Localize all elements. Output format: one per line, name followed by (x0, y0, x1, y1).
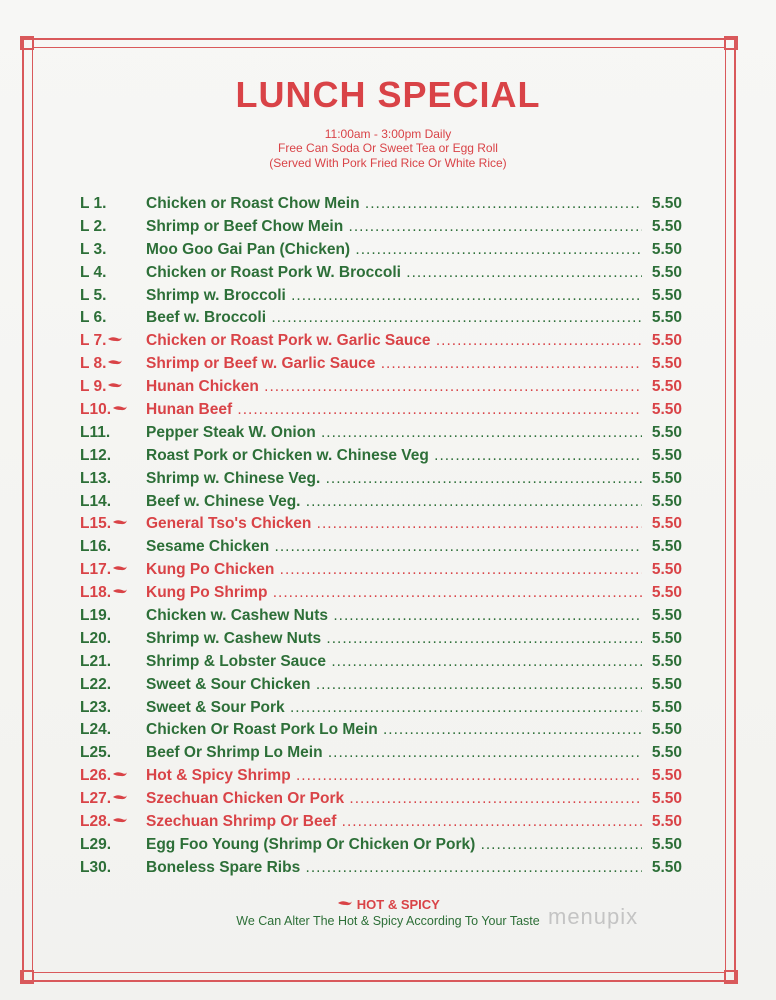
item-code (80, 330, 146, 352)
item-name: Sweet & Sour Pork ..... (146, 697, 642, 719)
item-name: Shrimp w. Chinese Veg. ..... (146, 468, 642, 490)
menu-item (80, 307, 682, 330)
corner-ornament (20, 36, 34, 50)
item-name: Moo Goo Gai Pan (Chicken) ..... (146, 239, 642, 261)
item-name: Chicken w. Cashew Nuts ..... (146, 605, 642, 627)
item-name: General Tso's Chicken ..... (146, 513, 642, 535)
item-name: Beef w. Broccoli ..... (146, 307, 642, 329)
hot-pepper-icon (112, 404, 128, 412)
item-price: 5.50 (651, 515, 682, 533)
item-name: Beef w. Chinese Veg. ..... (146, 491, 642, 513)
item-code (80, 719, 146, 741)
item-code (80, 422, 146, 444)
item-name: Kung Po Chicken ..... (146, 559, 642, 581)
item-name: Chicken or Roast Pork w. Garlic Sauce ..... (146, 330, 642, 352)
hot-pepper-icon (112, 816, 128, 824)
item-price: 5.50 (651, 240, 682, 258)
item-name: Sesame Chicken ..... (146, 536, 642, 558)
item-code (80, 491, 146, 513)
item-code-text: L 2. (80, 217, 107, 235)
item-code (80, 788, 146, 810)
item-price: 5.50 (651, 675, 682, 693)
item-name: Shrimp w. Cashew Nuts ..... (146, 628, 642, 650)
item-name: Hot & Spicy Shrimp ..... (146, 765, 642, 787)
menu-item (80, 262, 682, 285)
item-code-text: L19. (80, 607, 112, 625)
item-price: 5.50 (651, 469, 682, 487)
item-code-text: L13. (80, 469, 112, 487)
item-name: Chicken or Roast Pork W. Broccoli ..... (146, 262, 642, 284)
menu-item (80, 582, 682, 605)
menu-item (80, 513, 682, 536)
menu-item (80, 536, 682, 559)
item-code-text: L24. (80, 721, 112, 739)
item-name: Pepper Steak W. Onion ..... (146, 422, 642, 444)
item-code (80, 285, 146, 307)
menu-item (80, 857, 682, 880)
item-price: 5.50 (651, 835, 682, 853)
item-code-text: L11. (80, 423, 111, 441)
item-name: Szechuan Chicken Or Pork ..... (146, 788, 642, 810)
item-name: Shrimp & Lobster Sauce ..... (146, 651, 642, 673)
hot-pepper-icon (337, 899, 353, 907)
item-code-text: L 7. (80, 332, 107, 350)
hot-pepper-icon (112, 518, 128, 526)
item-name: Hunan Beef ..... (146, 399, 642, 421)
item-price: 5.50 (651, 195, 682, 212)
hot-pepper-icon (107, 381, 123, 389)
item-price: 5.50 (651, 767, 682, 785)
hot-spicy-legend (0, 897, 776, 912)
item-price: 5.50 (651, 263, 682, 281)
menu-item (80, 628, 682, 651)
menu-item (80, 697, 682, 720)
item-code-text: L 9. (80, 378, 107, 396)
item-name: Szechuan Shrimp Or Beef ..... (146, 811, 642, 833)
menu-item (80, 193, 682, 216)
item-name: Roast Pork or Chicken w. Chinese Veg ..... (146, 445, 642, 467)
item-code-text: L28. (80, 813, 112, 831)
item-code (80, 193, 146, 215)
item-code (80, 468, 146, 490)
item-price: 5.50 (651, 538, 682, 556)
menu-item (80, 491, 682, 514)
menu-item (80, 239, 682, 262)
item-code-text: L18. (80, 584, 112, 602)
served-with-text: (Served With Pork Fried Rice Or White Rice) (269, 156, 507, 170)
item-price: 5.50 (651, 607, 682, 625)
item-code (80, 674, 146, 696)
item-code-text: L 5. (80, 286, 107, 304)
item-name: Boneless Spare Ribs ..... (146, 857, 642, 879)
hot-pepper-icon (112, 770, 128, 778)
item-code (80, 742, 146, 764)
menu-item (80, 468, 682, 491)
menu-item (80, 330, 682, 353)
item-code-text: L27. (80, 790, 112, 808)
item-code (80, 559, 146, 581)
item-code-text: L26. (80, 767, 112, 785)
hot-pepper-icon (107, 335, 123, 343)
item-price: 5.50 (651, 561, 682, 579)
item-code-text: L25. (80, 744, 112, 762)
item-code (80, 445, 146, 467)
item-price: 5.50 (651, 217, 682, 235)
item-price: 5.50 (651, 492, 682, 510)
item-price: 5.50 (651, 744, 682, 762)
hot-pepper-icon (112, 564, 128, 572)
item-code (80, 376, 146, 398)
item-code-text: L15. (80, 515, 112, 533)
item-price: 5.50 (651, 698, 682, 716)
item-price: 5.50 (651, 378, 682, 396)
menu-item (80, 285, 682, 308)
item-code-text: L 4. (80, 263, 107, 281)
item-name: Chicken Or Roast Pork Lo Mein ..... (146, 719, 642, 741)
item-code (80, 857, 146, 879)
item-code (80, 513, 146, 535)
item-price: 5.50 (651, 652, 682, 670)
item-name: Chicken or Roast Chow Mein ..... (146, 193, 642, 215)
item-code-text: L17. (80, 561, 112, 579)
item-price: 5.50 (651, 355, 682, 373)
item-price: 5.50 (651, 721, 682, 739)
corner-ornament (20, 970, 34, 984)
hot-pepper-icon (112, 793, 128, 801)
menu-item (80, 422, 682, 445)
menu-item (80, 834, 682, 857)
item-price: 5.50 (651, 401, 682, 419)
item-code-text: L 1. (80, 195, 107, 212)
menu-item (80, 216, 682, 239)
hot-pepper-icon (112, 587, 128, 595)
item-name: Sweet & Sour Chicken ..... (146, 674, 642, 696)
legend-label: HOT & SPICY (356, 897, 440, 912)
item-name: Kung Po Shrimp ..... (146, 582, 642, 604)
item-code (80, 765, 146, 787)
item-price: 5.50 (651, 790, 682, 808)
menu-item (80, 559, 682, 582)
hours-text: 11:00am - 3:00pm Daily (324, 127, 452, 141)
item-price: 5.50 (651, 584, 682, 602)
menu-list (80, 193, 682, 880)
menu-item (80, 605, 682, 628)
item-name: Hunan Chicken ..... (146, 376, 642, 398)
corner-ornament (724, 36, 738, 50)
item-code (80, 399, 146, 421)
menu-item (80, 674, 682, 697)
item-price: 5.50 (651, 629, 682, 647)
menu-item (80, 353, 682, 376)
item-code (80, 651, 146, 673)
menu-item (80, 742, 682, 765)
spice-note: We Can Alter The Hot & Spicy According To Your Taste (236, 914, 540, 928)
item-code (80, 811, 146, 833)
item-code (80, 262, 146, 284)
item-code (80, 536, 146, 558)
item-code (80, 216, 146, 238)
page-title: LUNCH SPECIAL (235, 74, 541, 115)
menu-item (80, 651, 682, 674)
item-code-text: L 3. (80, 240, 107, 258)
menu-item (80, 376, 682, 399)
item-code (80, 628, 146, 650)
watermark: menupix (548, 904, 639, 929)
item-code (80, 307, 146, 329)
item-code (80, 697, 146, 719)
item-code-text: L29. (80, 835, 112, 853)
menu-item (80, 719, 682, 742)
item-code-text: L20. (80, 629, 112, 647)
item-code-text: L 8. (80, 355, 107, 373)
item-name: Shrimp or Beef w. Garlic Sauce ..... (146, 353, 642, 375)
item-name: Shrimp or Beef Chow Mein ..... (146, 216, 642, 238)
item-code (80, 239, 146, 261)
hot-pepper-icon (107, 358, 123, 366)
item-code (80, 834, 146, 856)
menu-item (80, 811, 682, 834)
item-code-text: L10. (80, 401, 112, 419)
item-code-text: L23. (80, 698, 112, 716)
menu-item (80, 765, 682, 788)
menu-item (80, 445, 682, 468)
item-code-text: L16. (80, 538, 112, 556)
item-price: 5.50 (651, 858, 682, 876)
item-name: Shrimp w. Broccoli ..... (146, 285, 642, 307)
menu-item (80, 788, 682, 811)
item-code (80, 582, 146, 604)
item-price: 5.50 (651, 423, 682, 441)
item-code-text: L21. (80, 652, 112, 670)
item-price: 5.50 (651, 446, 682, 464)
item-code (80, 605, 146, 627)
item-price: 5.50 (651, 286, 682, 304)
item-name: Egg Foo Young (Shrimp Or Chicken Or Pork) ..... (146, 834, 642, 856)
free-offer-text: Free Can Soda Or Sweet Tea or Egg Roll (278, 141, 498, 155)
item-code-text: L14. (80, 492, 112, 510)
menu-item (80, 399, 682, 422)
item-price: 5.50 (651, 813, 682, 831)
item-price: 5.50 (651, 309, 682, 327)
item-name: Beef Or Shrimp Lo Mein ..... (146, 742, 642, 764)
item-price: 5.50 (651, 332, 682, 350)
corner-ornament (724, 970, 738, 984)
item-code (80, 353, 146, 375)
item-code-text: L22. (80, 675, 112, 693)
item-code-text: L30. (80, 858, 112, 876)
item-code-text: L 6. (80, 309, 107, 327)
item-code-text: L12. (80, 446, 112, 464)
